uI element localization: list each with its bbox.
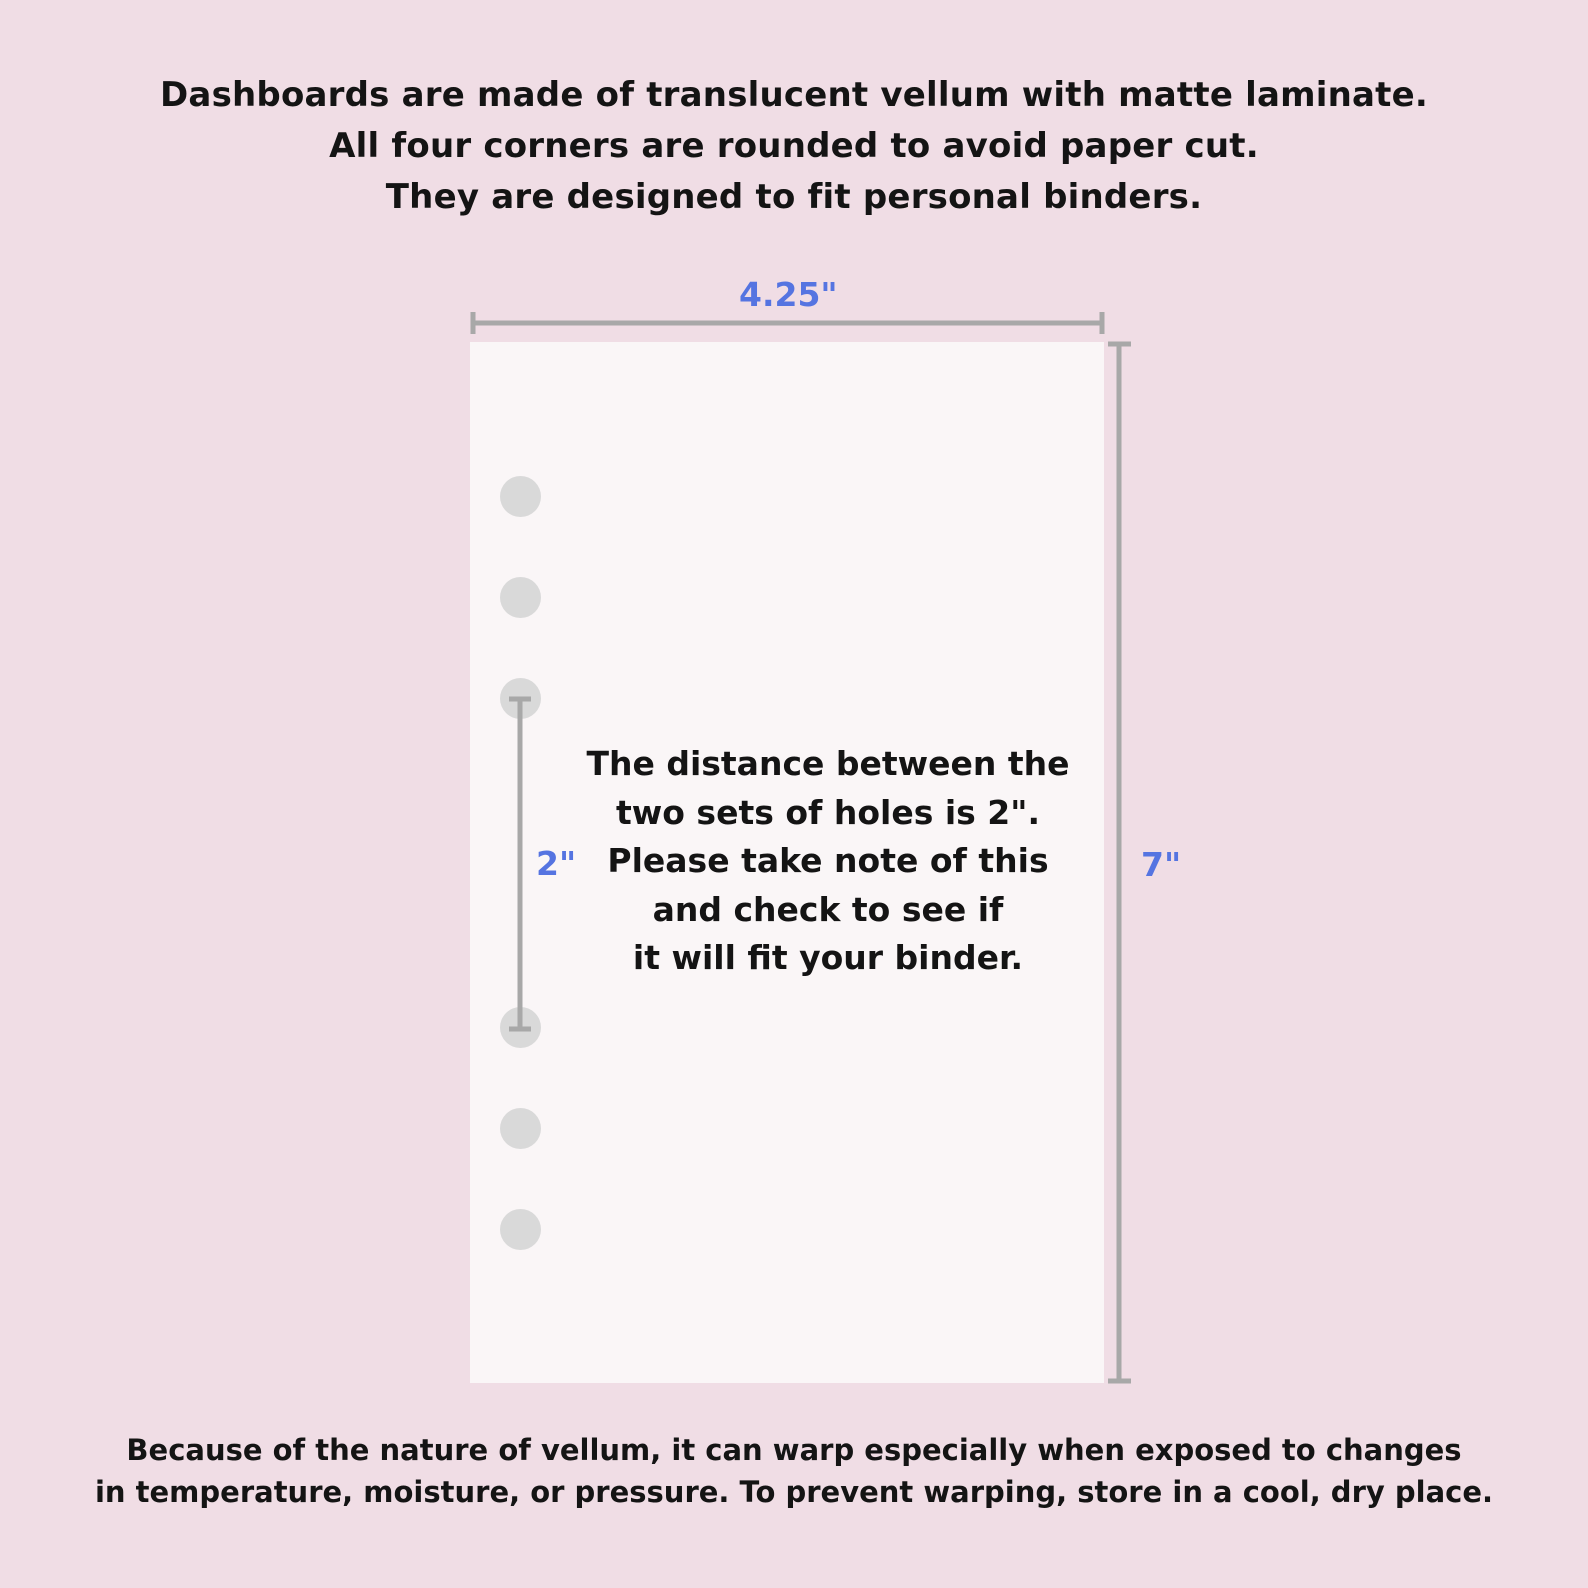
header-line: All four corners are rounded to avoid paper cut.: [329, 126, 1259, 166]
width-label: 4.25": [739, 275, 838, 314]
note-line: The distance between the: [586, 744, 1070, 783]
note-line: Please take note of this: [607, 841, 1049, 880]
hole-spacing-label: 2": [536, 844, 577, 883]
header-line: Dashboards are made of translucent vellum with matte laminate.: [160, 75, 1428, 115]
hole-distance-note: [548, 740, 1108, 983]
note-line: and check to see if: [652, 889, 1004, 929]
footer-text: [0, 1429, 1588, 1513]
header-line: They are designed to fit personal binders.: [385, 177, 1203, 217]
height-label: 7": [1141, 845, 1182, 884]
footer-line: Because of the nature of vellum, it can warp especially when exposed to changes: [126, 1433, 1462, 1467]
note-line: it will fit your binder.: [632, 938, 1024, 977]
note-line: two sets of holes is 2".: [616, 792, 1040, 832]
footer-line: in temperature, moisture, or pressure. To prevent warping, store in a cool, dry place.: [94, 1475, 1494, 1509]
